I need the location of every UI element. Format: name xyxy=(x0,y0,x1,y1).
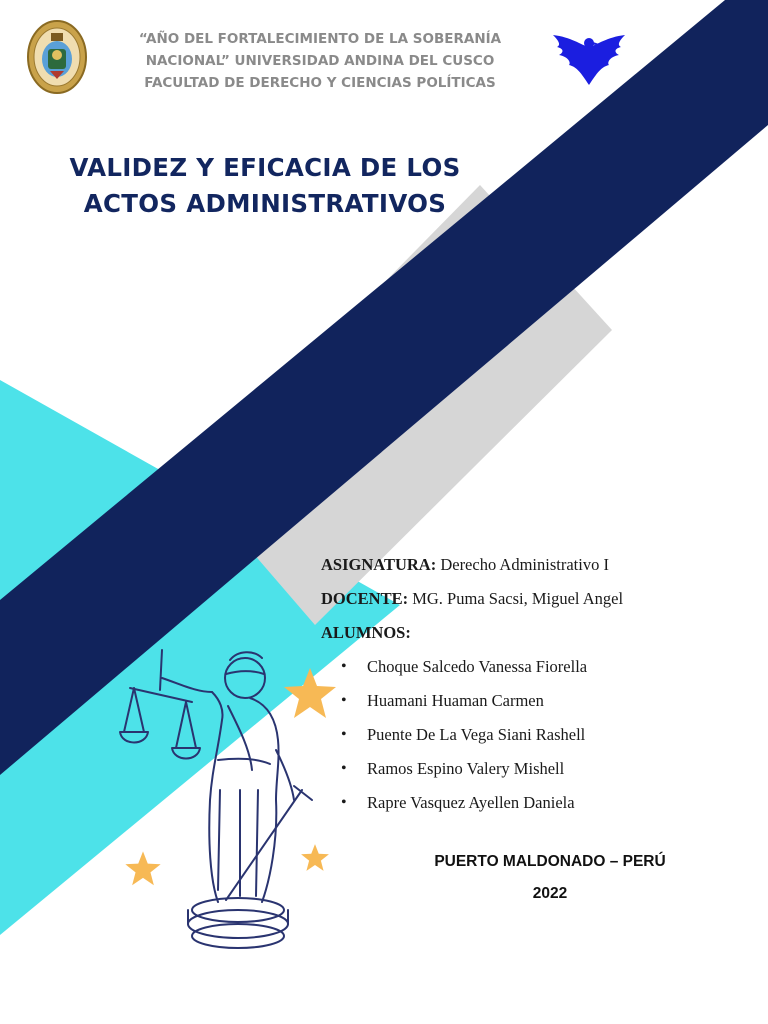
list-item: • Ramos Espino Valery Mishell xyxy=(321,755,761,789)
footer-year: 2022 xyxy=(532,885,568,902)
header-line-1: “AÑO DEL FORTALECIMIENTO DE LA SOBERANÍA xyxy=(138,31,502,47)
institution-header xyxy=(110,28,530,94)
students-row xyxy=(321,619,761,653)
header-line-2: NACIONAL” UNIVERSIDAD ANDINA DEL CUSCO xyxy=(145,53,495,69)
teacher-label: DOCENTE: xyxy=(321,589,409,608)
teacher-value: MG. Puma Sacsi, Miguel Angel xyxy=(412,589,624,608)
students-list xyxy=(321,653,761,823)
footer-block xyxy=(400,846,700,910)
eagle-emblem-logo xyxy=(549,33,629,88)
star-icon xyxy=(300,843,330,873)
list-item: • Huamani Huaman Carmen xyxy=(321,687,761,721)
subject-row xyxy=(321,551,761,585)
university-seal-logo xyxy=(26,19,88,95)
title-line-1: VALIDEZ Y EFICACIA DE LOS xyxy=(69,153,461,182)
list-item: • Rapre Vasquez Ayellen Daniela xyxy=(321,789,761,823)
course-info xyxy=(321,551,761,823)
title-line-2: ACTOS ADMINISTRATIVOS xyxy=(83,189,447,218)
subject-value: Derecho Administrativo I xyxy=(440,555,609,574)
document-title xyxy=(40,150,490,222)
students-label: ALUMNOS: xyxy=(321,623,411,642)
list-item: • Choque Salcedo Vanessa Fiorella xyxy=(321,653,761,687)
list-item: • Puente De La Vega Siani Rashell xyxy=(321,721,761,755)
header-line-3: FACULTAD DE DERECHO Y CIENCIAS POLÍTICAS xyxy=(144,75,496,91)
teacher-row xyxy=(321,585,761,619)
subject-label: ASIGNATURA: xyxy=(321,555,437,574)
star-icon xyxy=(124,850,162,888)
footer-place: PUERTO MALDONADO – PERÚ xyxy=(434,853,666,870)
